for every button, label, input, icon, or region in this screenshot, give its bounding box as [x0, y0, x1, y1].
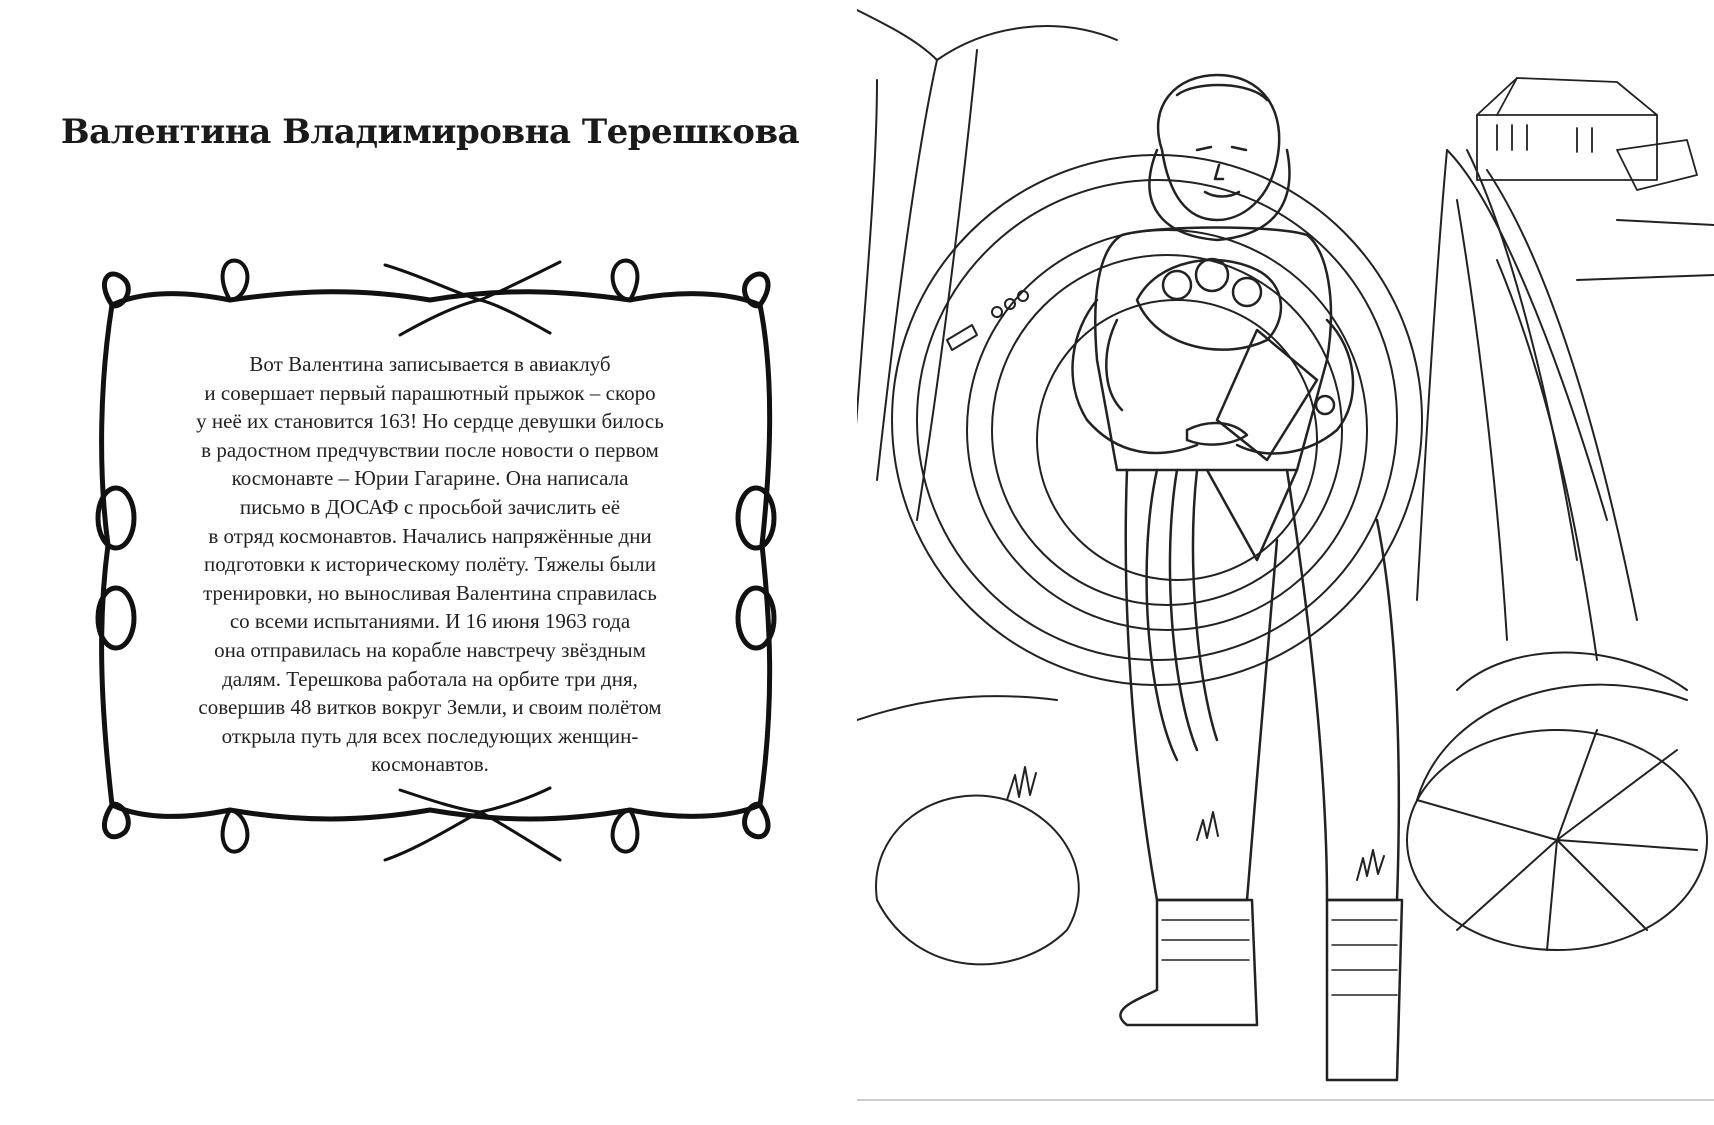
house — [1477, 78, 1697, 190]
paragraph-line: Вот Валентина записывается в авиаклуб — [249, 352, 611, 376]
paragraph-line: и совершает первый парашютный прыжок – скоро — [204, 380, 656, 405]
drogue-parachute — [1407, 653, 1707, 951]
cosmonaut-illustration — [857, 0, 1714, 1125]
page-title: Валентина Владимировна Терешкова — [60, 112, 800, 152]
parachute-canopy — [937, 26, 1117, 60]
paragraph-line: открыла путь для всех последующих женщин- — [221, 723, 639, 748]
paragraph-line: космонавтов. — [371, 752, 489, 777]
boot-right — [1327, 900, 1402, 1080]
paragraph-line: со всеми испытаниями. И 16 июня 1963 года — [229, 609, 631, 634]
paragraph-line: космонавте – Юрии Гагарине. Она написала — [231, 466, 629, 491]
paragraph-line: в отряд космонавтов. Начались напряжённые дни — [208, 523, 652, 548]
rock — [876, 796, 1079, 965]
paragraph-line: совершив 48 витков вокруг Земли, и своим полётом — [198, 695, 662, 720]
right-page — [857, 0, 1714, 1125]
cosmonaut-figure — [1073, 75, 1402, 1080]
paragraph-line: далям. Терешкова работала на орбите три дня, — [222, 666, 638, 691]
paragraph-line: у неё их становится 163! Но сердце девушки билось — [196, 409, 664, 434]
paragraph-line: она отправилась на корабле навстречу звёздным — [214, 637, 646, 662]
boot-left — [1120, 900, 1257, 1025]
paragraph-line: тренировки, но выносливая Валентина справилась — [203, 580, 657, 605]
paragraph-line: в радостном предчувствии после новости о первом — [201, 437, 659, 462]
paragraph-line: подготовки к историческому полёту. Тяжелы были — [204, 552, 656, 577]
story-paragraph — [150, 350, 710, 779]
paragraph-line: письмо в ДОСАФ с просьбой зачислить её — [239, 494, 621, 519]
